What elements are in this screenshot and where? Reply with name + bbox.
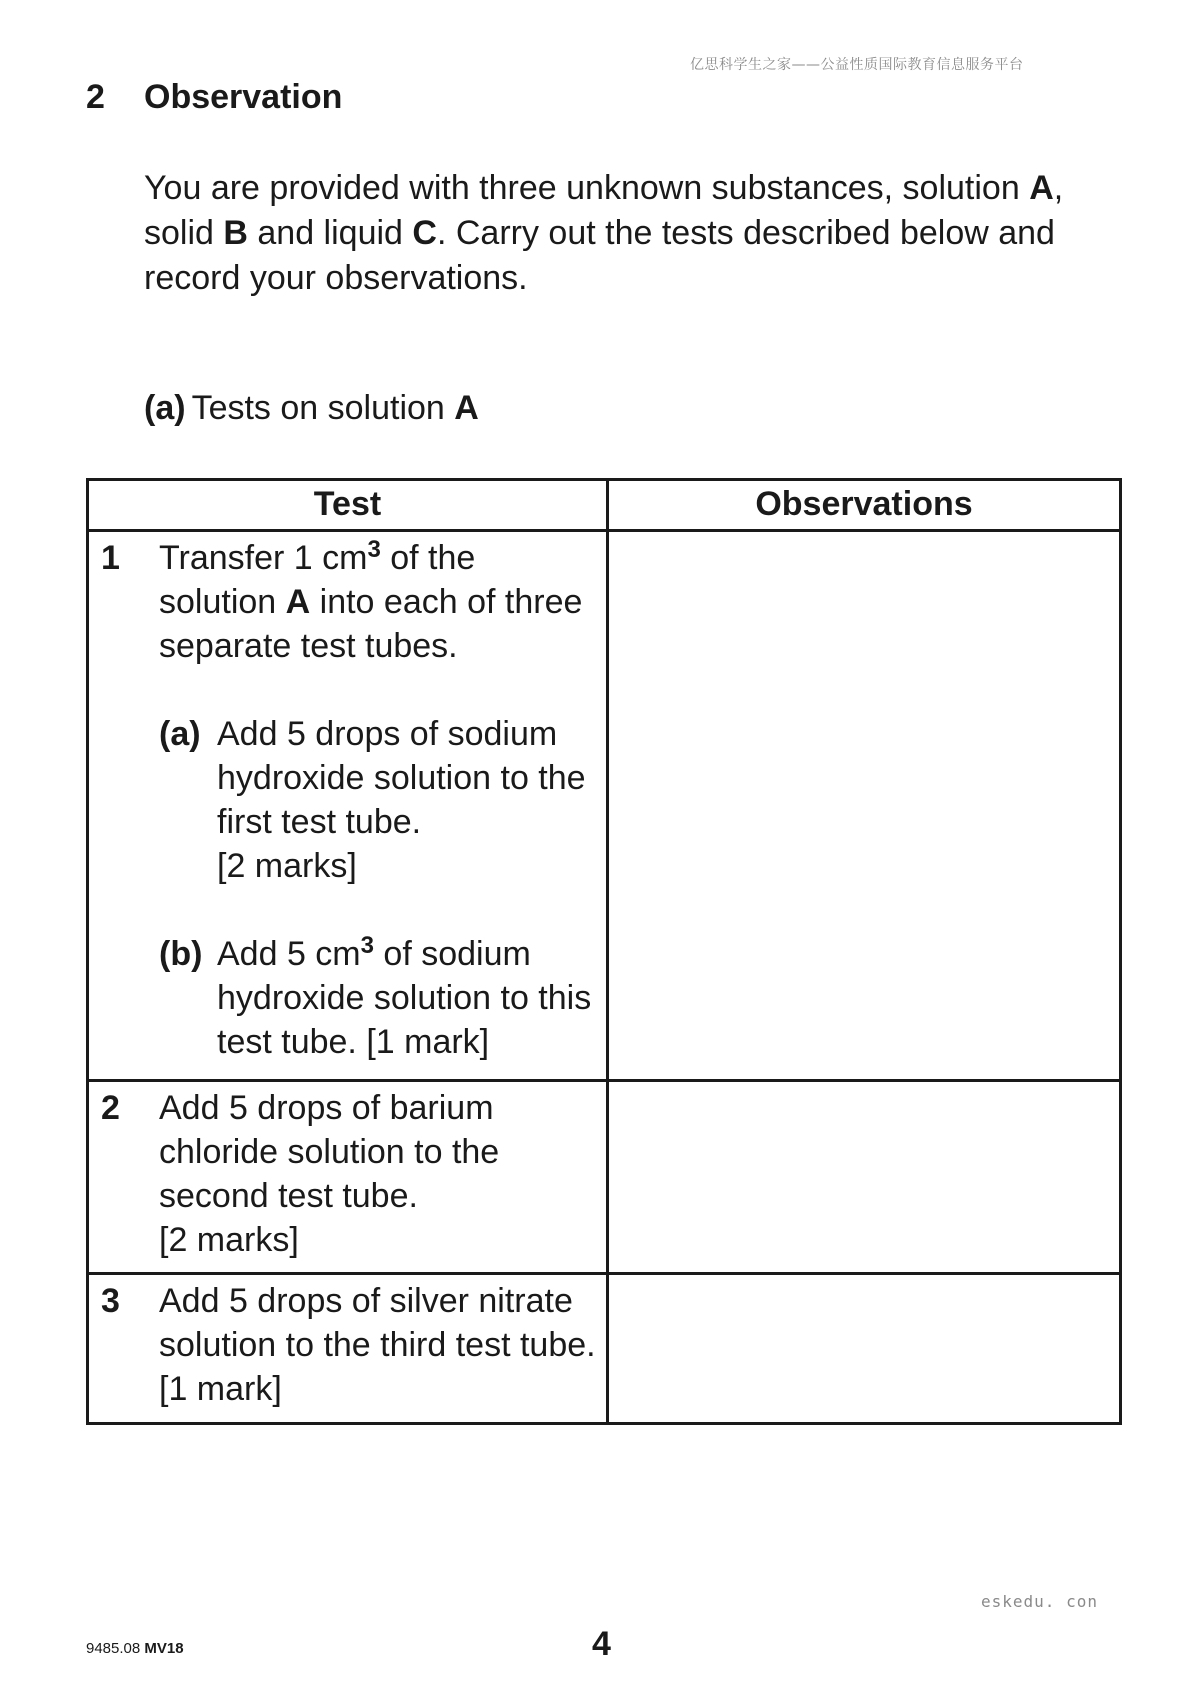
sub-test-a	[159, 712, 598, 888]
watermark-header: 亿思科学生之家——公益性质国际教育信息服务平台	[690, 57, 1024, 73]
row-number: 2	[101, 1089, 120, 1127]
instruction-text: of the solution	[159, 539, 476, 621]
superscript: 3	[360, 932, 374, 959]
intro-bold-c: C	[412, 214, 437, 252]
intro-text: and liquid	[247, 214, 413, 252]
superscript: 3	[367, 536, 381, 563]
marks: [2 marks]	[217, 847, 357, 885]
intro-text: . Carry out the tests described below and record your observations.	[144, 214, 1055, 297]
paper-code	[86, 1640, 184, 1657]
table-header-row	[88, 480, 1121, 531]
observation-cell[interactable]	[608, 1081, 1121, 1274]
table-row	[88, 1081, 1121, 1274]
part-bold: A	[454, 389, 479, 427]
test-cell	[88, 531, 608, 1081]
test-instruction	[159, 536, 598, 668]
intro-text: You are provided with three unknown substances, solution	[144, 169, 1030, 207]
intro-text: , solid	[144, 169, 1064, 252]
row-number: 1	[101, 539, 120, 577]
test-instruction: Add 5 drops of barium chloride solution to the second test tube.	[159, 1089, 500, 1215]
intro-bold-b: B	[223, 214, 248, 252]
intro-bold-a: A	[1029, 169, 1054, 207]
header-observations: Observations	[608, 480, 1121, 531]
sub-test-b	[159, 932, 598, 1064]
sub-label: (a)	[159, 715, 201, 753]
part-heading	[144, 389, 479, 428]
question-heading	[86, 78, 342, 117]
page-number: 4	[592, 1625, 611, 1663]
instruction-bold: A	[285, 583, 311, 621]
table-row	[88, 1274, 1121, 1424]
instruction-text: Add 5 cm	[217, 935, 361, 973]
row-number: 3	[101, 1282, 120, 1320]
question-title: Observation	[144, 78, 343, 116]
part-text: Tests on solution	[191, 389, 455, 427]
question-number: 2	[86, 78, 105, 116]
sub-instruction: Add 5 drops of sodium hydroxide solution to the first test tube.	[217, 715, 586, 841]
sub-instruction	[217, 932, 598, 1064]
part-label: (a)	[144, 389, 186, 427]
test-cell	[88, 1274, 608, 1424]
test-cell	[88, 1081, 608, 1274]
instruction-text: of sodium hydroxide solution to this test tube. [1 mark]	[217, 935, 592, 1061]
header-test: Test	[88, 480, 608, 531]
observation-cell[interactable]	[608, 531, 1121, 1081]
paper-code-bold: MV18	[144, 1640, 184, 1657]
paper-code-text: 9485.08	[86, 1640, 145, 1657]
test-instruction: Add 5 drops of silver nitrate solution to the third test tube. [1 mark]	[159, 1282, 596, 1408]
instruction-text: Transfer 1 cm	[159, 539, 368, 577]
instruction-text: into each of three separate test tubes.	[159, 583, 583, 665]
table-row	[88, 531, 1121, 1081]
question-intro	[144, 166, 1124, 301]
observation-cell[interactable]	[608, 1274, 1121, 1424]
marks: [2 marks]	[159, 1221, 299, 1259]
sub-label: (b)	[159, 935, 203, 973]
watermark-footer: eskedu. con	[981, 1592, 1098, 1611]
tests-table	[86, 478, 1122, 1425]
